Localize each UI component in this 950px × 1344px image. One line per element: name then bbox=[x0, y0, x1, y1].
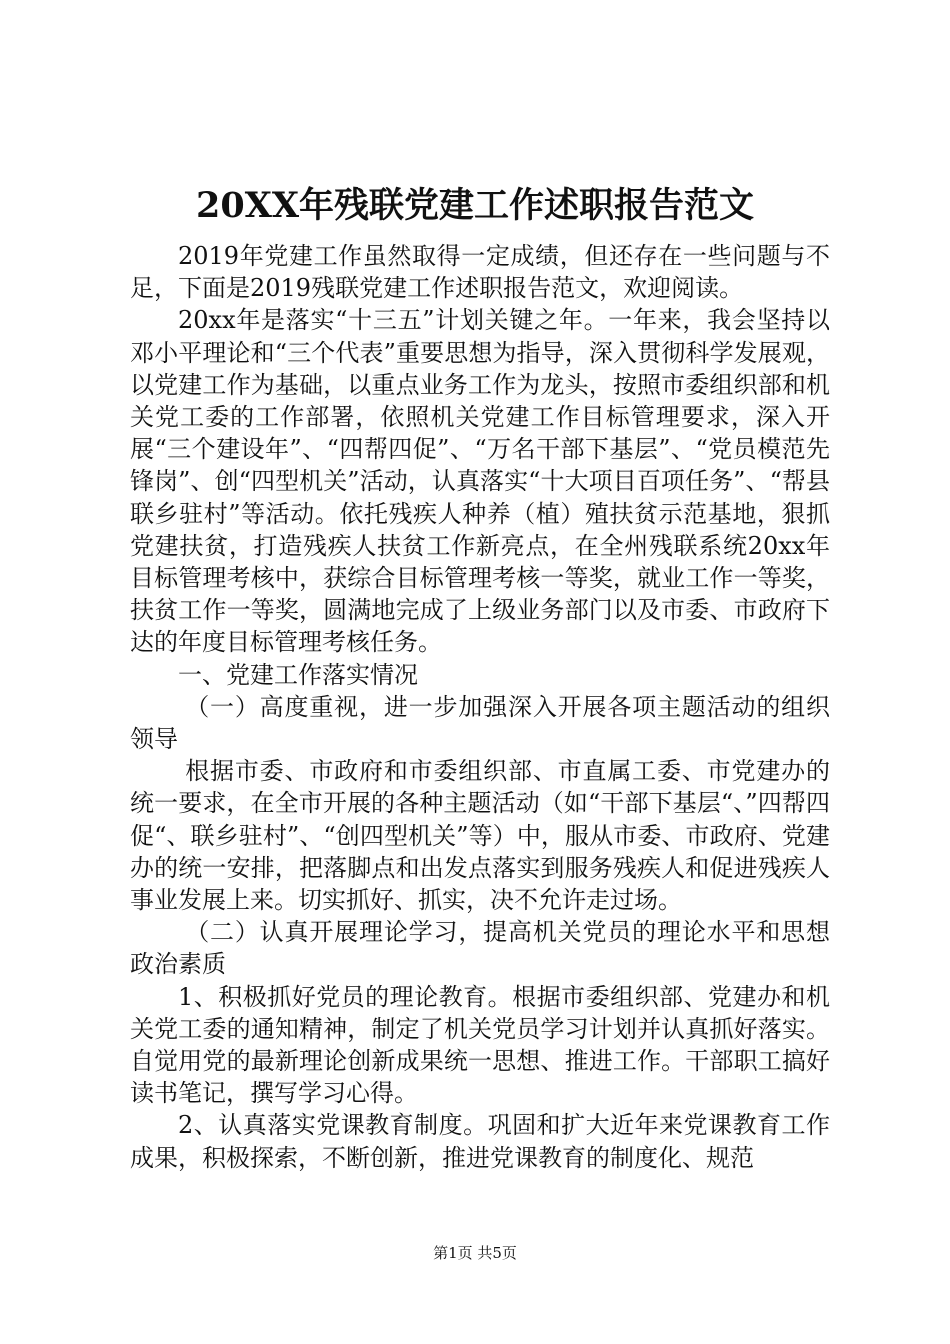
paragraph-item-2: 2、认真落实党课教育制度。巩固和扩大近年来党课教育工作成果，积极探索，不断创新，推进党课教育的制度化、规范 bbox=[130, 1111, 830, 1172]
paragraph-intro: 2019年党建工作虽然取得一定成绩，但还存在一些问题与不足，下面是2019残联党建工作述职报告范文，欢迎阅读。 bbox=[130, 242, 830, 303]
paragraph-item-1: 1、积极抓好党员的理论教育。根据市委组织部、党建办和机关党工委的通知精神，制定了机关党员学习计划并认真抓好落实。自觉用党的最新理论创新成果统一思想、推进工作。干部职工搞好读书笔记，撰写学习心得。 bbox=[130, 982, 830, 1108]
document-body bbox=[130, 240, 830, 1174]
document-title: 20XX年残联党建工作述职报告范文 bbox=[195, 185, 755, 226]
paragraph-overview: 20xx年是落实“十三五”计划关键之年。一年来，我会坚持以邓小平理论和“三个代表”重要思想为指导，深入贯彻科学发展观，以党建工作为基础，以重点业务工作为龙头，按照市委组织部和机关党工委的工作部署，依照机关党建工作目标管理要求，深入开展“三个建设年”、“四帮四促”、“万名干部下基层”、“党员模范先锋岗”、创“四型机关”活动，认真落实“十大项目百项任务”、“帮县联乡驻村”等活动。依托残疾人种养（植）殖扶贫示范基地，狠抓党建扶贫，打造残疾人扶贫工作新亮点，在全州残联系统20xx年目标管理考核中，获综合目标管理考核一等奖，就业工作一等奖，扶贫工作一等奖，圆满地完成了上级业务部门以及市委、市政府下达的年度目标管理考核任务。 bbox=[130, 306, 830, 657]
subsection-heading-2: （二）认真开展理论学习，提高机关党员的理论水平和思想政治素质 bbox=[130, 918, 830, 979]
page-footer: 第1页 共5页 bbox=[433, 1244, 517, 1262]
paragraph-subsection-1: 根据市委、市政府和市委组织部、市直属工委、市党建办的统一要求，在全市开展的各种主题活动（如“干部下基层“、”四帮四促“、联乡驻村”、“创四型机关”等）中，服从市委、市政府、党建办的统一安排，把落脚点和出发点落实到服务残疾人和促进残疾人事业发展上来。切实抓好、抓实，决不允许走过场。 bbox=[130, 757, 830, 915]
subsection-heading-1: （一）高度重视，进一步加强深入开展各项主题活动的组织领导 bbox=[130, 692, 830, 754]
section-heading-1: 一、党建工作落实情况 bbox=[178, 660, 418, 689]
